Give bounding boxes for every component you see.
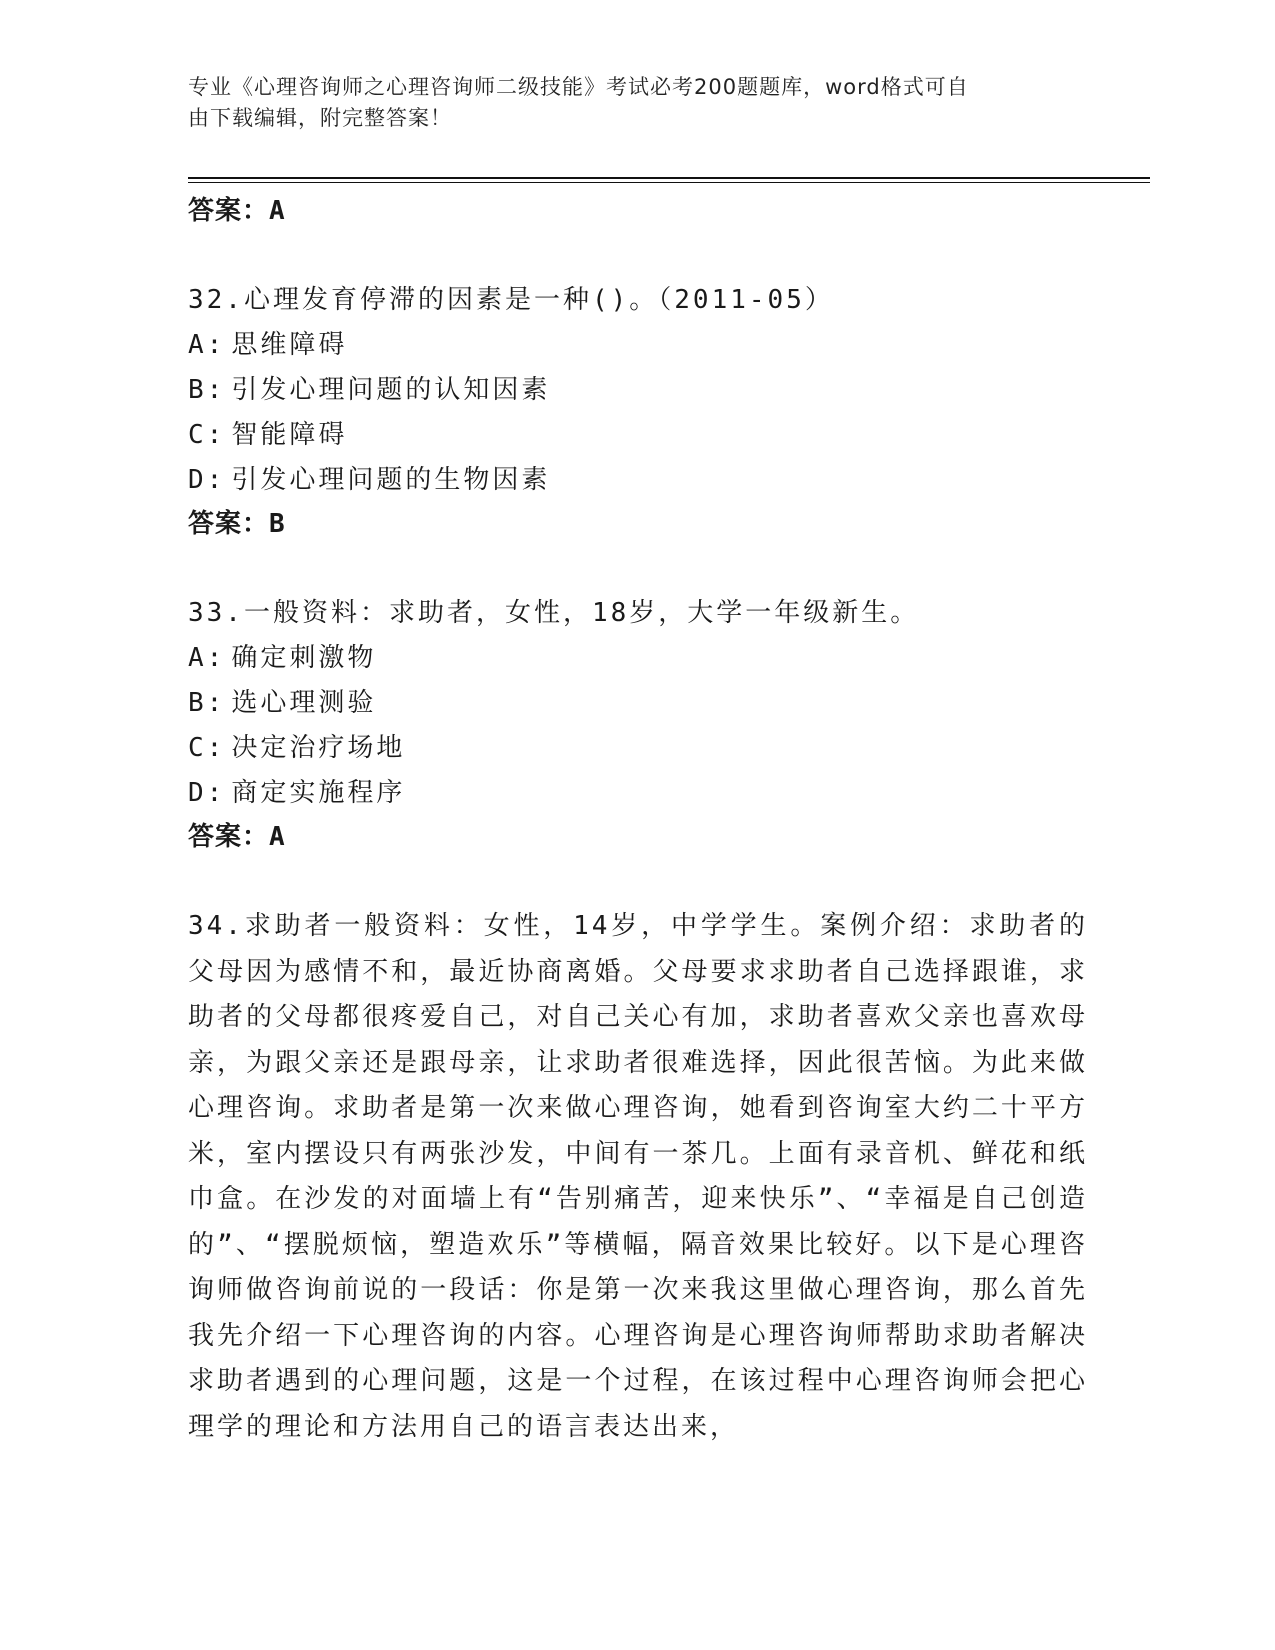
answer-value: A: [269, 196, 286, 226]
question-list: [188, 190, 1088, 1450]
question-32: [188, 278, 1088, 545]
option-letter: C:: [188, 733, 226, 763]
option-letter: B:: [188, 688, 226, 718]
option-letter: D:: [188, 465, 226, 495]
option-c: [188, 726, 1088, 771]
header-rule-thin: [188, 182, 1150, 183]
option-text: 引发心理问题的认知因素: [231, 375, 551, 405]
option-a: [188, 323, 1088, 368]
option-text: 决定治疗场地: [231, 733, 406, 763]
question-text: 心理发育停滞的因素是一种()。（2011-05）: [243, 285, 834, 315]
option-b: [188, 681, 1088, 726]
option-text: 智能障碍: [231, 420, 348, 450]
option-text: 思维障碍: [231, 330, 348, 360]
option-letter: A:: [188, 643, 226, 673]
option-letter: B:: [188, 375, 226, 405]
option-text: 确定刺激物: [231, 643, 377, 673]
option-text: 选心理测验: [231, 688, 377, 718]
option-c: [188, 413, 1088, 458]
header-line-2: 由下载编辑，附完整答案！: [188, 106, 452, 130]
question-number: 34.: [188, 911, 244, 941]
answer-value: B: [269, 509, 286, 539]
spacer: [188, 858, 1088, 904]
spacer: [188, 232, 1088, 278]
header-rule-thick: [188, 177, 1150, 179]
answer-line: [188, 503, 1088, 545]
option-letter: A:: [188, 330, 226, 360]
question-number: 33.: [188, 598, 244, 628]
question-33: [188, 591, 1088, 858]
option-a: [188, 636, 1088, 681]
question-34: [188, 904, 1088, 1450]
answer-label: 答案：: [188, 196, 270, 226]
question-stem: [188, 904, 1088, 1450]
document-header: [188, 72, 1068, 134]
option-d: [188, 458, 1088, 503]
question-stem: [188, 591, 1088, 636]
option-text: 引发心理问题的生物因素: [231, 465, 551, 495]
option-letter: D:: [188, 778, 226, 808]
header-line-1: 专业《心理咨询师之心理咨询师二级技能》考试必考200题题库，word格式可自: [188, 75, 969, 99]
question-stem: [188, 278, 1088, 323]
spacer: [188, 545, 1088, 591]
question-text: 求助者一般资料：女性，14岁，中学学生。案例介绍：求助者的父母因为感情不和，最近协商离婚。父母要求求助者自己选择跟谁，求助者的父母都很疼爱自己，对自己关心有加，求助者喜欢父亲也喜欢母亲，为跟父亲还是跟母亲，让求助者很难选择，因此很苦恼。为此来做心理咨询。求助者是第一次来做心理咨询，她看到咨询室大约二十平方米，室内摆设只有两张沙发，中间有一茶几。上面有录音机、鲜花和纸巾盒。在沙发的对面墙上有“告别痛苦，迎来快乐”、“幸福是自己创造的”、“摆脱烦恼，塑造欢乐”等横幅，隔音效果比较好。以下是心理咨询师做咨询前说的一段话：你是第一次来我这里做心理咨询，那么首先我先介绍一下心理咨询的内容。心理咨询是心理咨询师帮助求助者解决求助者遇到的心理问题，这是一个过程，在该过程中心理咨询师会把心理学的理论和方法用自己的语言表达出来，: [188, 911, 1088, 1442]
answer-line: [188, 190, 1088, 232]
answer-line: [188, 816, 1088, 858]
answer-value: A: [269, 822, 286, 852]
question-text: 一般资料：求助者，女性，18岁，大学一年级新生。: [243, 598, 920, 628]
answer-label: 答案：: [188, 822, 270, 852]
option-d: [188, 771, 1088, 816]
option-text: 商定实施程序: [231, 778, 406, 808]
option-b: [188, 368, 1088, 413]
answer-label: 答案：: [188, 509, 270, 539]
question-number: 32.: [188, 285, 244, 315]
option-letter: C:: [188, 420, 226, 450]
